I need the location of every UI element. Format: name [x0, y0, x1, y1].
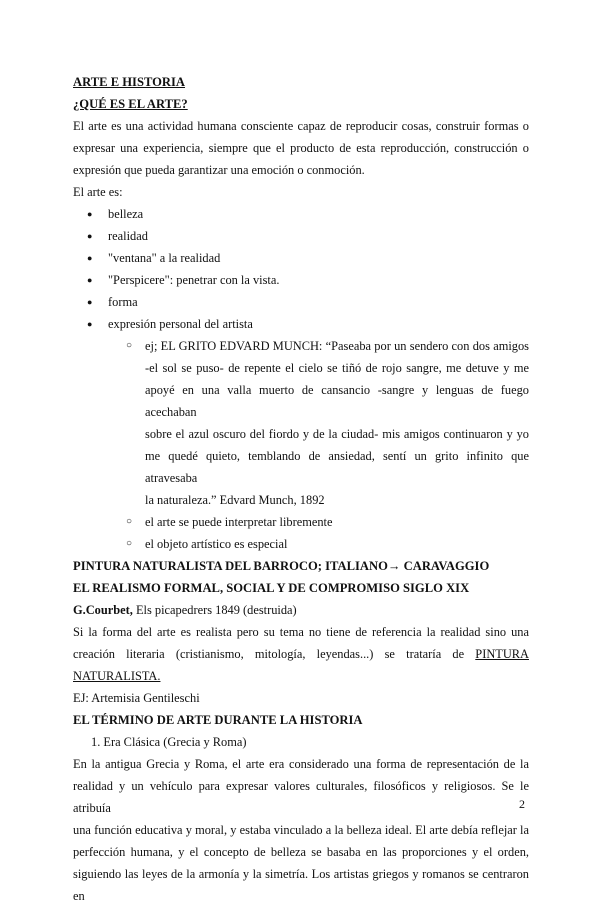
section-heading-que-es-el-arte: ¿QUÉ ES EL ARTE?: [73, 97, 188, 111]
clasica-line: siguiendo las leyes de la armonía y la simetría. Los artistas griegos y romanos se centraron en: [73, 867, 529, 903]
munch-quote-line: me quedé quieto, temblando de ansiedad, sentí un grito infinito que atravesaba: [145, 449, 529, 485]
sub-bullet-item: ○ el arte se puede interpretar libremente: [73, 511, 529, 533]
courbet-name: G.Courbet,: [73, 603, 133, 617]
naturalista-line: Si la forma del arte es realista pero su tema no tiene de referencia la realidad sino una: [73, 625, 529, 639]
naturalista-text: creación literaria (cristianismo, mitología, leyendas...) se trataría de: [73, 647, 476, 661]
munch-quote-line: ○ ej; EL GRITO EDVARD MUNCH: “Paseaba por un sendero con dos amigos: [73, 335, 529, 357]
bullet-item: ● forma: [73, 291, 529, 313]
bullet-item: ● "Perspicere": penetrar con la vista.: [73, 269, 529, 291]
sub-bullet-item: ○ el objeto artístico es especial: [73, 533, 529, 555]
page-number: 2: [519, 797, 525, 811]
heading-termino-arte: EL TÉRMINO DE ARTE DURANTE LA HISTORIA: [73, 713, 363, 727]
bullet-item: ● realidad: [73, 225, 529, 247]
example-line: EJ: Artemisia Gentileschi: [73, 691, 200, 705]
courbet-line: [73, 599, 529, 621]
naturalista-term: PINTURA: [475, 647, 529, 661]
document-title: ARTE E HISTORIA: [73, 75, 186, 89]
munch-quote-line: -el sol se puso- de repente el cielo se tiñó de rojo sangre, me detuve y me: [145, 361, 529, 375]
heading-pintura-naturalista: PINTURA NATURALISTA DEL BARROCO; ITALIANO→ CARAVAGGIO: [73, 559, 490, 573]
naturalista-line: [73, 643, 529, 665]
heading-realismo: EL REALISMO FORMAL, SOCIAL Y DE COMPROMISO SIGLO XIX: [73, 581, 470, 595]
munch-quote-line: la naturaleza.” Edvard Munch, 1892: [145, 493, 325, 507]
clasica-line: En la antigua Grecia y Roma, el arte era considerado una forma de representación de la: [73, 757, 529, 771]
intro-line: El arte es una actividad humana consciente capaz de reproducir cosas, construir formas o: [73, 119, 529, 133]
bullet-item: ● belleza: [73, 203, 529, 225]
naturalista-term-continued: NATURALISTA.: [73, 669, 161, 683]
numbered-item-era-clasica: 1. Era Clásica (Grecia y Roma): [91, 735, 247, 749]
courbet-work: Els picapedrers 1849 (destruida): [132, 603, 297, 617]
clasica-line: una función educativa y moral, y estaba vinculado a la belleza ideal. El arte debía reflejar la: [73, 823, 529, 837]
bullet-item: ● expresión personal del artista: [73, 313, 529, 335]
clasica-line: perfección humana, y el concepto de belleza se basaba en las proporciones y el orden,: [73, 845, 529, 859]
art-is-label: El arte es:: [73, 185, 123, 199]
munch-quote-line: apoyé en una valla muerto de cansancio -sangre y lenguas de fuego acechaban: [145, 383, 529, 419]
intro-line: expresión que pueda garantizar una emoción o conmoción.: [73, 163, 365, 177]
intro-line: expresar una experiencia, siempre que el producto de esta reproducción, construcción o: [73, 141, 529, 155]
clasica-line: realidad y un vehículo para expresar valores culturales, filosóficos y religiosos. Se le atribuía: [73, 779, 529, 815]
bullet-item: ● "ventana" a la realidad: [73, 247, 529, 269]
page-content: [73, 71, 529, 907]
munch-quote-line: sobre el azul oscuro del fiordo y de la ciudad- mis amigos continuaron y yo: [145, 427, 529, 441]
